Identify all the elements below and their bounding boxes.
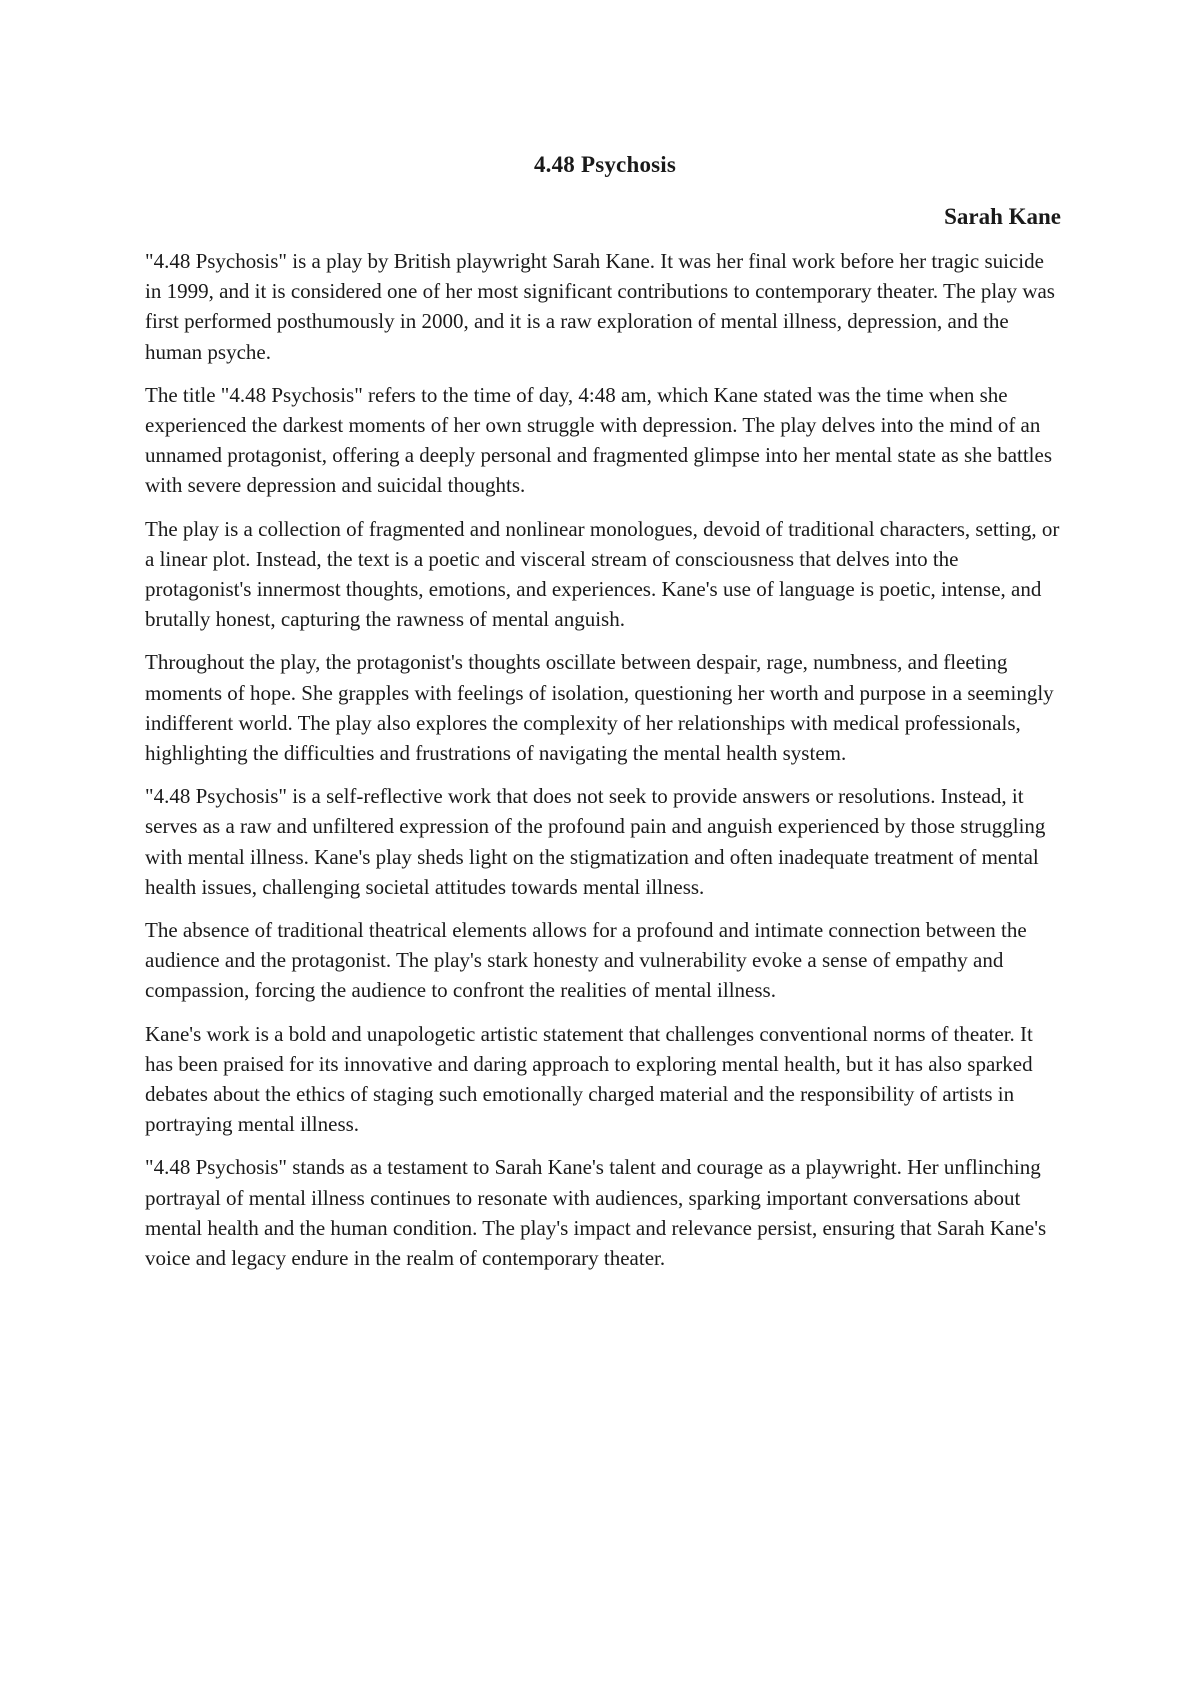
paragraph-reception: Kane's work is a bold and unapologetic artistic statement that challenges conventional norms of theater. It has been praised for its innovative and daring approach to exploring mental health, but it has also sparked debates about the ethics of staging such emotionally charged material and the responsibility of artists in portraying mental illness.: [145, 1021, 1033, 1137]
document-body: [145, 150, 1065, 1286]
document-author: Sarah Kane: [944, 204, 1061, 229]
paragraph-self-reflective: "4.48 Psychosis" is a self-reflective work that does not seek to provide answers or resolutions. Instead, it serves as a raw and unfiltered expression of the profound pain and anguish experienced by those struggling with mental illness. Kane's play sheds light on the stigmatization and often inadequate treatment of mental health issues, challenging societal attitudes towards mental illness.: [145, 784, 1046, 899]
paragraph-themes: Throughout the play, the protagonist's thoughts oscillate between despair, rage, numbness, and fleeting moments of hope. She grapples with feelings of isolation, questioning her worth and purpose in a seemingly indifferent world. The play also explores the complexity of her relationships with medical professionals, highlighting the difficulties and frustrations of navigating the mental health system.: [145, 650, 1054, 766]
paragraph-audience-connection: The absence of traditional theatrical elements allows for a profound and intimate connection between the audience and the protagonist. The play's stark honesty and vulnerability evoke a sense of empathy and compassion, forcing the audience to confront the realities of mental illness.: [145, 918, 1027, 1003]
paragraph-intro: "4.48 Psychosis" is a play by British playwright Sarah Kane. It was her final work before her tragic suicide in 1999, and it is considered one of her most significant contributions to contemporary theater. The play was first performed posthumously in 2000, and it is a raw exploration of mental illness, depression, and the human psyche.: [145, 249, 1055, 364]
paragraph-conclusion: "4.48 Psychosis" stands as a testament to Sarah Kane's talent and courage as a playwright. Her unflinching portrayal of mental illness continues to resonate with audiences, sparking important conversations about mental health and the human condition. The play's impact and relevance persist, ensuring that Sarah Kane's voice and legacy endure in the realm of contemporary theater.: [145, 1155, 1047, 1271]
paragraph-title-meaning: The title "4.48 Psychosis" refers to the time of day, 4:48 am, which Kane stated was the time when she experienced the darkest moments of her own struggle with depression. The play delves into the mind of an unnamed protagonist, offering a deeply personal and fragmented glimpse into her mental state as she battles with severe depression and suicidal thoughts.: [145, 382, 1053, 498]
paragraph-structure: The play is a collection of fragmented and nonlinear monologues, devoid of traditional characters, setting, or a linear plot. Instead, the text is a poetic and visceral stream of consciousness that delves into the protagonist's innermost thoughts, emotions, and experiences. Kane's use of language is poetic, intense, and brutally honest, capturing the rawness of mental anguish.: [145, 516, 1060, 632]
document-title: 4.48 Psychosis: [533, 152, 677, 177]
